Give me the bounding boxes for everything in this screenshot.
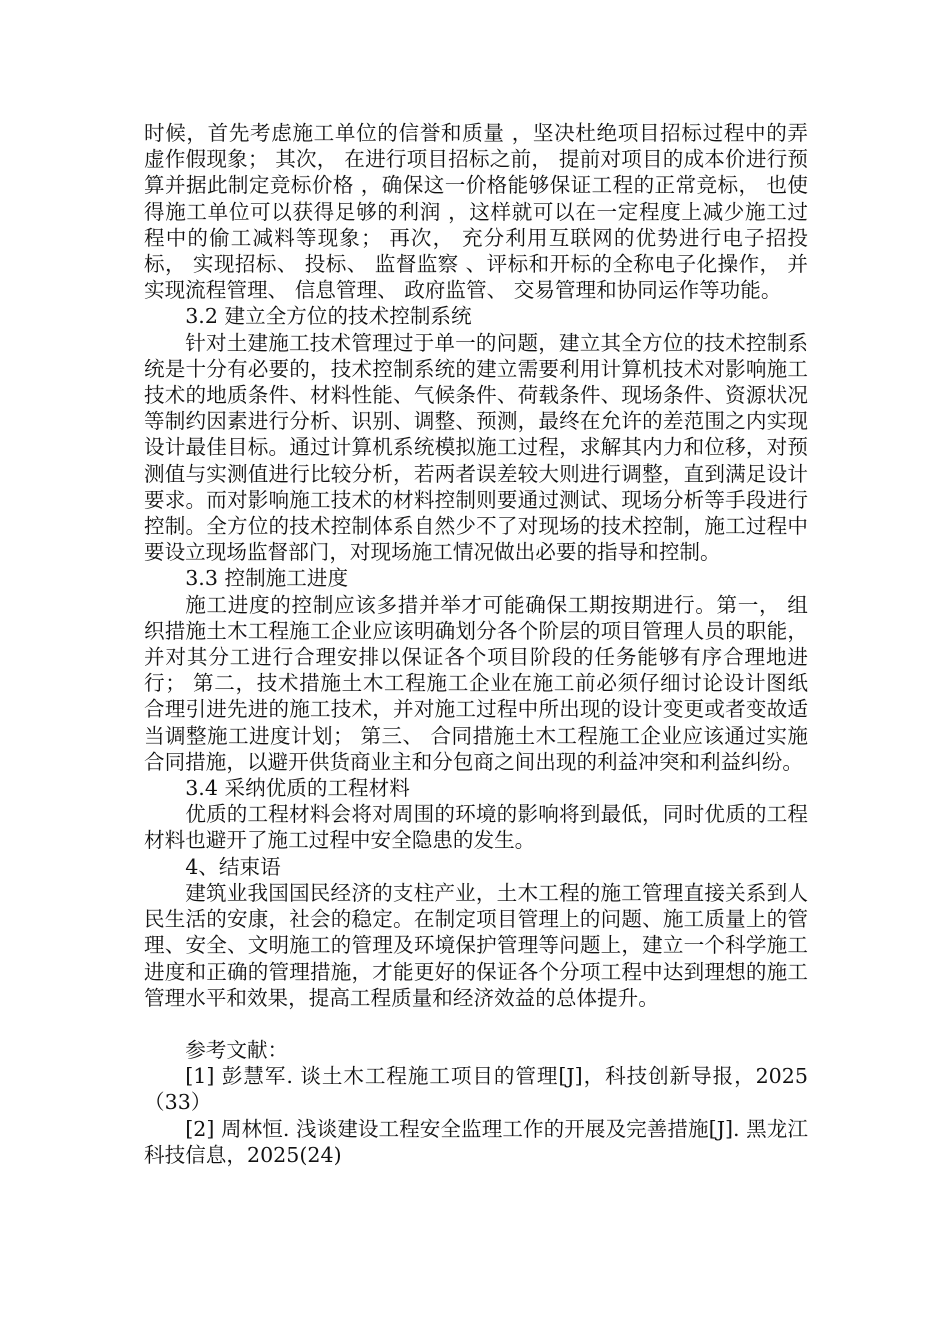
body-paragraph-conclusion: 建筑业我国国民经济的支柱产业，土木工程的施工管理直接关系到人民生活的安康，社会的稳定。在制定项目管理上的问题、施工质量上的管理、安全、文明施工的管理及环境保护管理等问题上，建立一个科学施工进度和正确的管理措施，才能更好的保证各个分项工程中达到理想的施工管理水平和效果，提高工程质量和经济效益的总体提升。 — [144, 880, 808, 1010]
section-heading-3-4: 3.4 采纳优质的工程材料 — [185, 776, 410, 801]
reference-item: [2] 周林恒. 浅谈建设工程安全监理工作的开展及完善措施[J]. 黑龙江科技信息，2025(24) — [144, 1116, 808, 1167]
references-title: 参考文献： — [185, 1037, 289, 1062]
reference-item: [1] 彭慧军. 谈土木工程施工项目的管理[J]，科技创新导报，2025（33） — [144, 1064, 808, 1115]
body-paragraph-schedule-control: 施工进度的控制应该多措并举才可能确保工期按期进行。第一， 组织措施土木工程施工企业应该明确划分各个阶层的项目管理人员的职能，并对其分工进行合理安排以保证各个项目阶段的任务能够有序合理地进行； 第二，技术措施土木工程施工企业在施工前必须仔细讨论设计图纸合理引进先进的施工技术，并对施工过程中所出现的设计变更或者变故适当调整施工进度计划； 第三、 合同措施土木工程施工企业应该通过实施合同措施，以避开供货商业主和分包商之间出现的利益冲突和利益纠纷。 — [144, 592, 808, 774]
document-page — [144, 120, 808, 1168]
body-paragraph-bidding: 时候，首先考虑施工单位的信誉和质量 ，坚决杜绝项目招标过程中的弄虚作假现象； 其次， 在进行项目招标之前， 提前对项目的成本价进行预算并据此制定竞标价格 ，确保这一价格能够保证工程的正常竞标， 也使得施工单位可以获得足够的利润 ，这样就可以在一定程度上减少施工过程中的偷工减料等现象； 再次， 充分利用互联网的优势进行电子招投标， 实现招标、 投标、 监督监察 、评标和开标的全称电子化操作， 并实现流程管理、 信息管理、 政府监管、 交易管理和协同运作等功能。 — [144, 121, 808, 303]
section-heading-3-3: 3.3 控制施工进度 — [185, 566, 349, 591]
section-heading-3-2: 3.2 建立全方位的技术控制系统 — [185, 304, 472, 329]
section-spacer — [144, 1011, 808, 1037]
body-paragraph-technical-control: 针对土建施工技术管理过于单一的问题，建立其全方位的技术控制系统是十分有必要的，技术控制系统的建立需要利用计算机技术对影响施工技术的地质条件、材料性能、气候条件、荷载条件、现场条件、资源状况等制约因素进行分析、识别、调整、预测，最终在允许的差范围之内实现设计最佳目标。通过计算机系统模拟施工过程，求解其内力和位移，对预测值与实测值进行比较分析，若两者误差较大则进行调整，直到满足设计要求。而对影响施工技术的材料控制则要通过测试、现场分析等手段进行控制。全方位的技术控制体系自然少不了对现场的技术控制，施工过程中要设立现场监督部门，对现场施工情况做出必要的指导和控制。 — [144, 330, 808, 565]
body-paragraph-materials: 优质的工程材料会将对周围的环境的影响将到最低，同时优质的工程材料也避开了施工过程中安全隐患的发生。 — [144, 802, 808, 853]
section-heading-conclusion: 4、结束语 — [185, 854, 281, 879]
